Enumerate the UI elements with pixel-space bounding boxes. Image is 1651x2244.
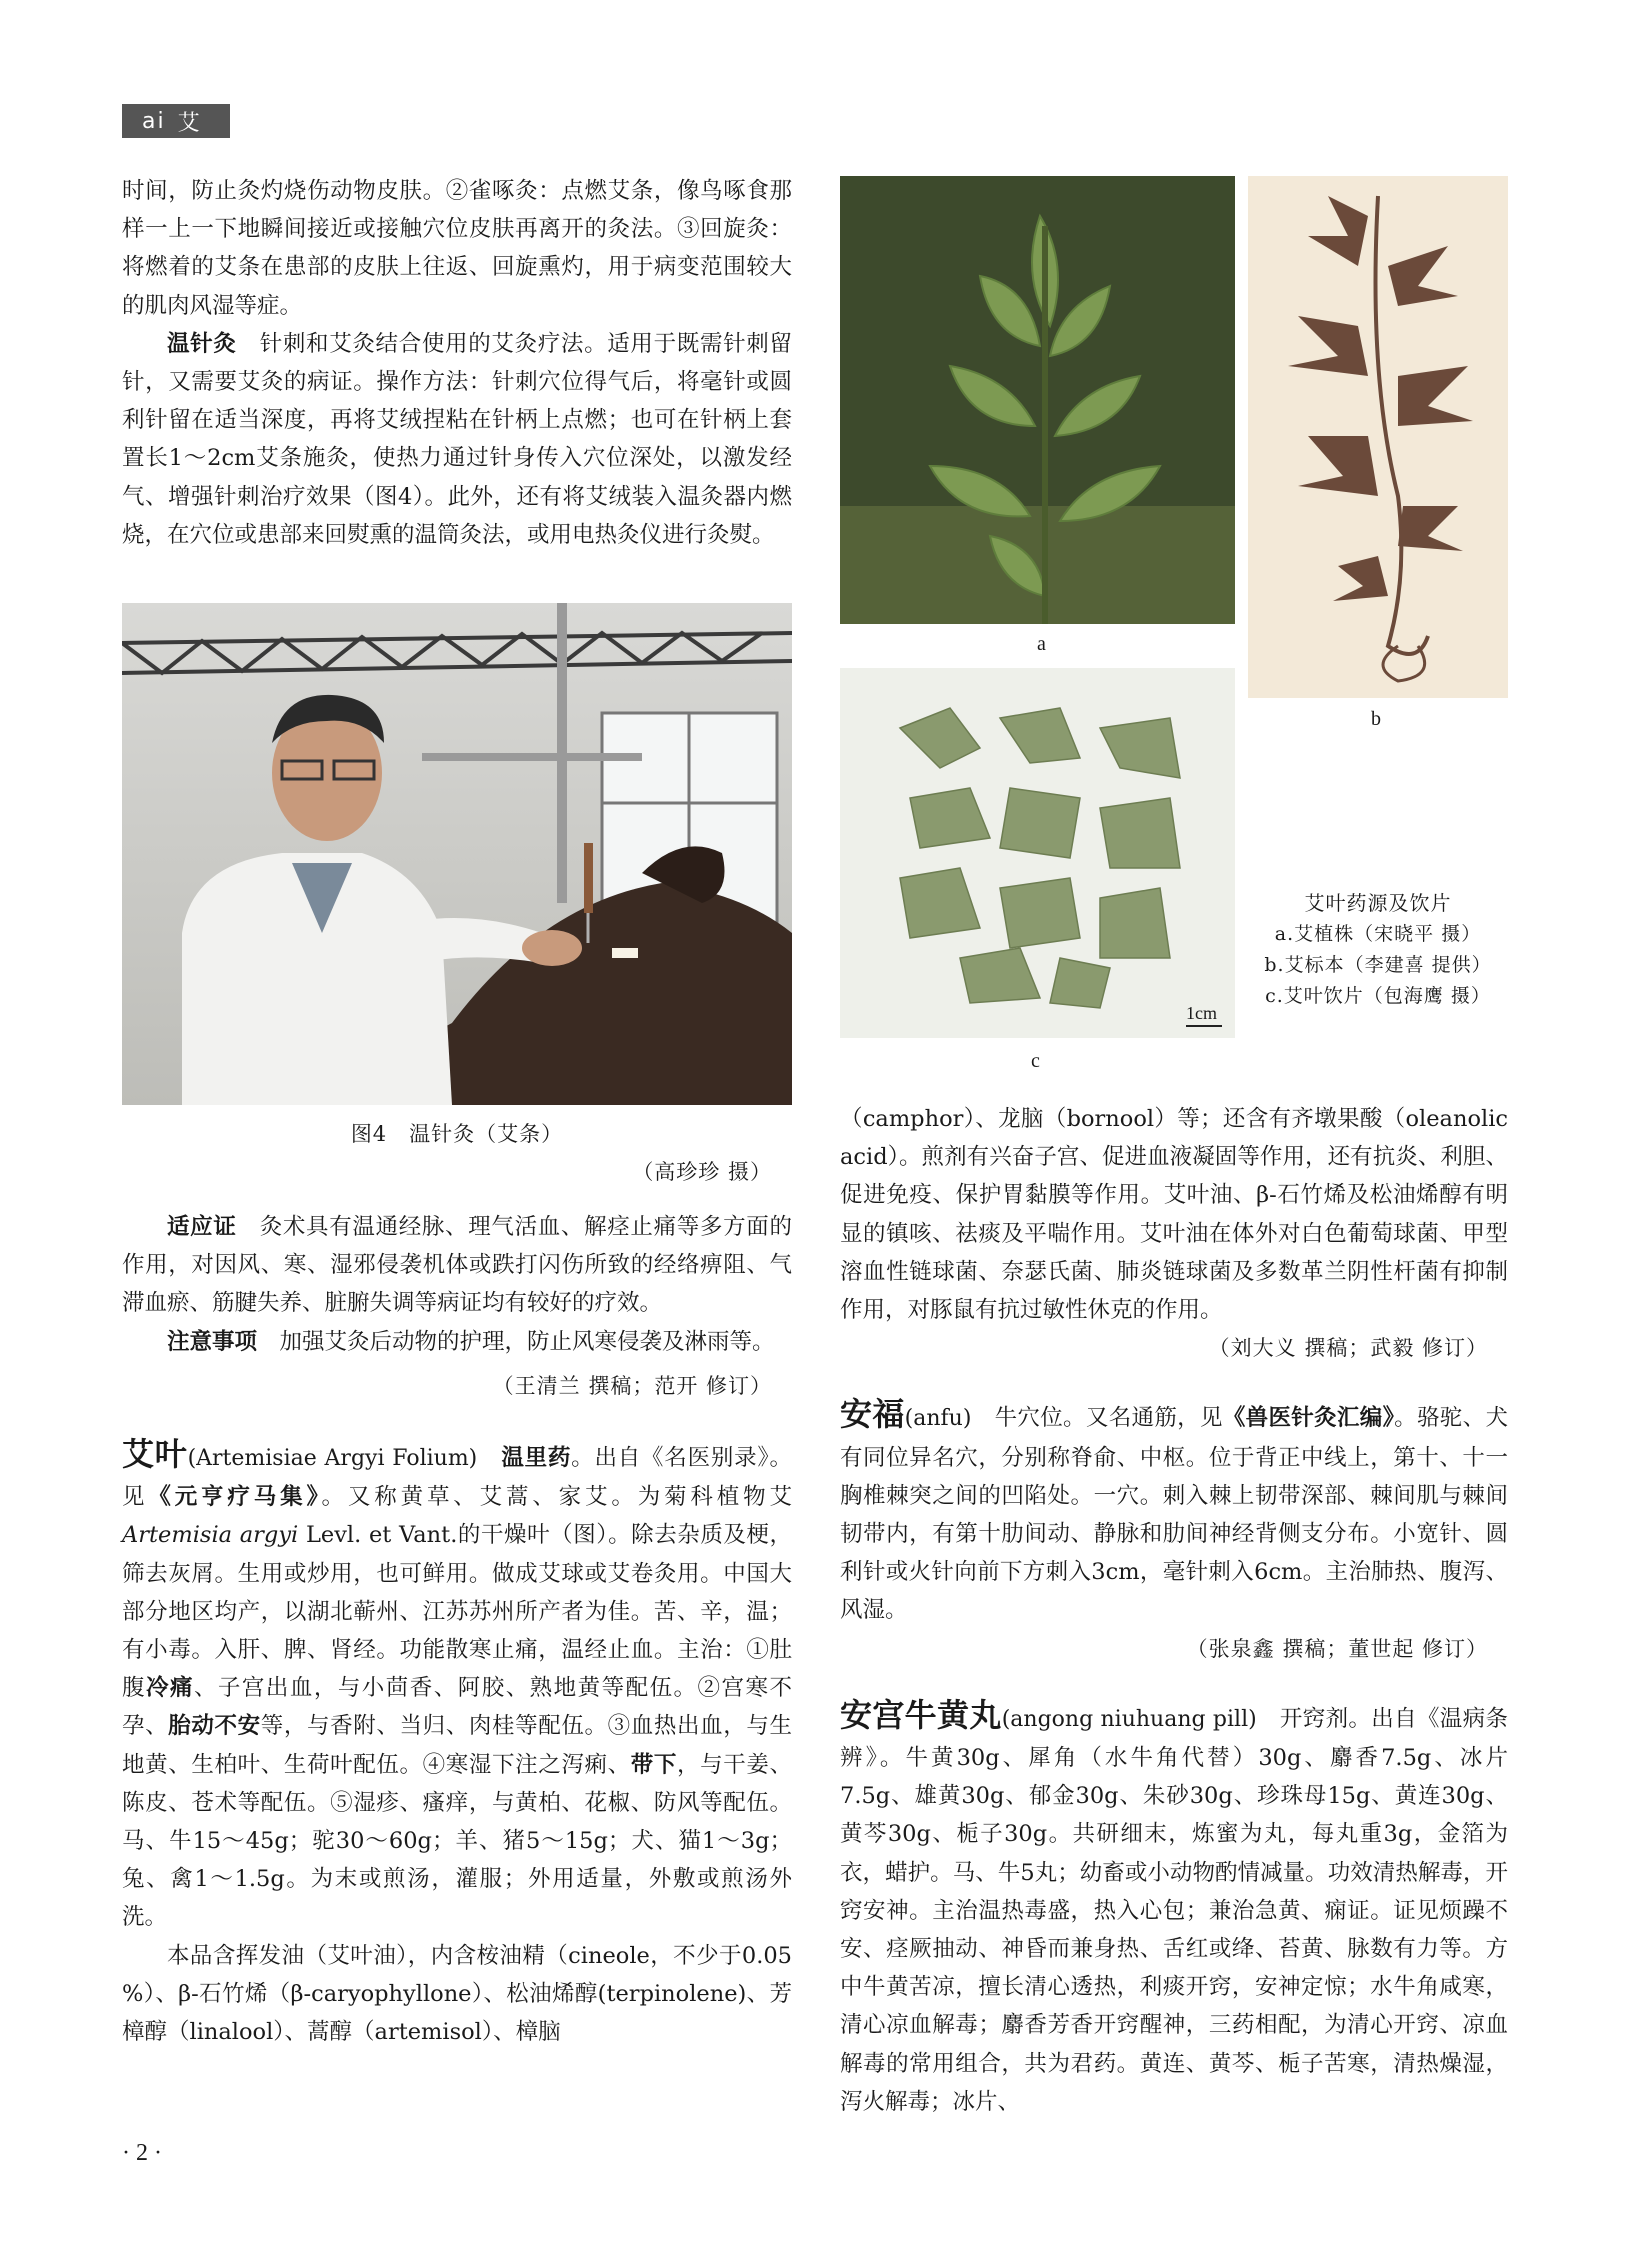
entry-indication	[122, 1208, 792, 1323]
angong-english: (angong niuhuang pill)	[1001, 1706, 1257, 1732]
aiye-latin-name: Artemisia argyi	[122, 1522, 299, 1549]
credit-2: （刘大义 撰稿；武毅 修订）	[1208, 1336, 1488, 1361]
scale-bar	[1186, 1025, 1222, 1027]
paragraph-moxibustion-methods: 时间，防止灸灼烧伤动物皮肤。②雀啄灸：点燃艾条，像鸟啄食那样一上一下地瞬间接近或接触穴位皮肤再离开的灸法。③回旋灸：将燃着的艾条在患部的皮肤上往返、回旋熏灼，用于病变范围较大的肌肉风湿等症。	[122, 178, 792, 319]
figure-a-plant-photo	[840, 176, 1235, 624]
angong-text: 开窍剂。出自《温病条辨》。牛黄30g、犀角（水牛角代替）30g、麝香7.5g、冰片7.5g、雄黄30g、郁金30g、朱砂30g、珍珠母15g、黄连30g、黄芩30g、栀子30g。共研细末，炼蜜为丸，每丸重3g，金箔为衣，蜡护。马、牛5丸；幼畜或小动物酌情减量。功效清热解毒，开窍安神。主治温热毒盛，热入心包；兼治急黄、痫证。证见烦躁不安、痉厥抽动、神昏而兼身热、舌红或绛、苔黄、脉数有力等。方中牛黄苦凉，擅长清心透热，利痰开窍，安神定惊；水牛角咸寒，清心凉血解毒；麝香芳香开窍醒神，三药相配，为清心开窍、凉血解毒的常用组合，共为君药。黄连、黄芩、栀子苦寒，清热燥湿，泻火解毒；冰片、	[840, 1705, 1508, 2115]
aiye-text-4: 、子宫出血，与小茴香、阿胶、熟地黄等配伍。②宫寒不孕、	[122, 1675, 792, 1740]
figure-caption-title: 艾叶药源及饮片	[1304, 891, 1452, 915]
figure4-illustration	[122, 603, 792, 1105]
aiye-paragraph-2: 本品含挥发油（艾叶油），内含桉油精（cineole，不少于0.05 %）、β-石竹烯（β-caryophyllone）、松油烯醇(terpinolene)、芳樟醇（linalool）、蒿醇（artemisol）、樟脑	[122, 1942, 792, 2046]
figure-label-a: a	[1037, 633, 1046, 655]
anfu-english: (anfu)	[904, 1406, 972, 1432]
entry-precautions	[122, 1323, 792, 1361]
anfu-text-2: 。骆驼、犬有同位异名穴，分别称脊俞、中枢。位于背正中线上，第十、十一胸椎棘突之间的凹陷处。一穴。刺入棘上韧带深部、棘间肌与棘间韧带内，有第十肋间动、静脉和肋间神经背侧支分布。小宽针、圆利针或火针向前下方刺入3cm，毫针刺入6cm。主治肺热、腹泻、风湿。	[840, 1405, 1508, 1624]
anfu-text-1: 牛穴位。又名通筋，见	[994, 1405, 1223, 1432]
term-precautions: 注意事项	[167, 1328, 258, 1355]
figure-caption-c: c.艾叶饮片（包海鹰 摄）	[1265, 985, 1491, 1007]
aiye-english: (Artemisiae Argyi Folium)	[187, 1446, 478, 1472]
scale-bar-label: 1cm	[1186, 1003, 1217, 1023]
aiye-text-3: Levl. et Vant.的干燥叶（图）。除去杂质及梗，筛去灰屑。生用或炒用，也可鲜用。做成艾球或艾卷灸用。中国大部分地区均产，以湖北蕲州、江苏苏州所产者为佳。苦、辛，温；有小毒。入肝、脾、肾经。功能散寒止痛，温经止血。主治：①肚腹	[122, 1522, 792, 1702]
aiye-bold-3: 带下	[630, 1751, 677, 1778]
term-wenzhenjiu: 温针灸	[167, 330, 237, 357]
entry-title-aiye: 艾叶	[122, 1435, 188, 1474]
running-header	[122, 104, 230, 138]
credit-3: （张泉鑫 撰稿；董世起 修订）	[1186, 1636, 1488, 1661]
figure4-photo	[122, 603, 792, 1105]
plant-illustration	[840, 176, 1235, 624]
aiye-continuation: （camphor）、龙脑（bornool）等；还含有齐墩果酸（oleanolic acid）。煎剂有兴奋子宫、促进血液凝固等作用，还有抗炎、利胆、促进免疫、保护胃黏膜等作用。艾叶油、β-石竹烯及松油烯醇有明显的镇咳、祛痰及平喘作用。艾叶油在体外对白色葡萄球菌、甲型溶血性链球菌、奈瑟氏菌、肺炎链球菌及多数革兰阴性杆菌有抑制作用，对豚鼠有抗过敏性休克的作用。	[840, 1106, 1508, 1324]
aiye-text-5: 等，与香附、当归、肉桂等配伍。③血热出血，与生地黄、生柏叶、生荷叶配伍。④寒湿下注之泻痢、	[122, 1713, 792, 1778]
aiye-ref-book: 《元亨疗马集》	[148, 1484, 322, 1511]
entry-anfu	[840, 1395, 1508, 1629]
page-number: · 2 ·	[122, 2140, 162, 2166]
figure-label-b: b	[1371, 708, 1381, 730]
aiye-category: 温里药	[501, 1445, 572, 1472]
anfu-ref-book: 《兽医针灸汇编》	[1222, 1405, 1395, 1432]
entry-title-anfu: 安福	[840, 1395, 905, 1434]
wenzhenjiu-text: 针刺和艾灸结合使用的艾灸疗法。适用于既需针刺留针，又需要艾灸的病证。操作方法：针刺穴位得气后，将毫针或圆利针留在适当深度，再将艾绒捏粘在针柄上点燃；也可在针柄上套置长1～2cm艾条施灸，使热力通过针身传入穴位深处，以激发经气、增强针刺治疗效果（图4）。此外，还有将艾绒装入温灸器内燃烧，在穴位或患部来回熨熏的温筒灸法，或用电热灸仪进行灸熨。	[122, 330, 792, 548]
header-char: 艾	[177, 110, 202, 136]
figure-c-dried-leaves-photo	[840, 668, 1235, 1038]
credit-1: （王清兰 撰稿；范开 修订）	[492, 1373, 772, 1398]
figure-caption-a: a.艾植株（宋晓平 摄）	[1274, 923, 1482, 945]
aiye-bold-1: 冷痛	[145, 1675, 194, 1702]
left-column-bottom	[122, 1208, 792, 2051]
header-pinyin: ai	[142, 108, 166, 134]
left-column-top	[122, 172, 792, 554]
figure4-caption: 图4 温针灸（艾条）	[350, 1122, 564, 1146]
entry-aiye	[122, 1435, 792, 1937]
entry-title-angong-niuhuang: 安宫牛黄丸	[840, 1695, 1002, 1734]
figure-caption-b: b.艾标本（李建喜 提供）	[1264, 954, 1492, 976]
figure-caption-block	[1248, 888, 1508, 1012]
aiye-text-1: 。出自《名医别录》。见	[122, 1445, 792, 1511]
aiye-text-2: 。又称黄草、艾蒿、家艾。为菊科植物艾	[321, 1484, 792, 1511]
figure4-credit: （高珍珍 摄）	[632, 1160, 772, 1184]
right-column-text	[840, 1100, 1508, 2121]
entry-wenzhenjiu	[122, 325, 792, 554]
figure-b-specimen-photo	[1248, 176, 1508, 698]
term-indication: 适应证	[167, 1214, 237, 1240]
aiye-text-6: ，与干姜、陈皮、苍术等配伍。⑤湿疹、瘙痒，与黄柏、花椒、防风等配伍。马、牛15～45g；驼30～60g；羊、猪5～15g；犬、猫1～3g；兔、禽1～1.5g。为末或煎汤，灌服；外用适量，外敷或煎汤外洗。	[122, 1751, 792, 1931]
indication-text: 灸术具有温通经脉、理气活血、解痉止痛等多方面的作用，对因风、寒、湿邪侵袭机体或跌打闪伤所致的经络痹阻、气滞血瘀、筋腱失养、脏腑失调等病证均有较好的疗效。	[122, 1214, 792, 1317]
entry-angong-niuhuang	[840, 1696, 1508, 2121]
precautions-text: 加强艾灸后动物的护理，防止风寒侵袭及淋雨等。	[279, 1328, 775, 1355]
figure-label-c: c	[1031, 1050, 1040, 1072]
dried-leaves-illustration	[840, 668, 1235, 1038]
aiye-bold-2: 胎动不安	[168, 1713, 261, 1740]
specimen-illustration	[1248, 176, 1508, 698]
